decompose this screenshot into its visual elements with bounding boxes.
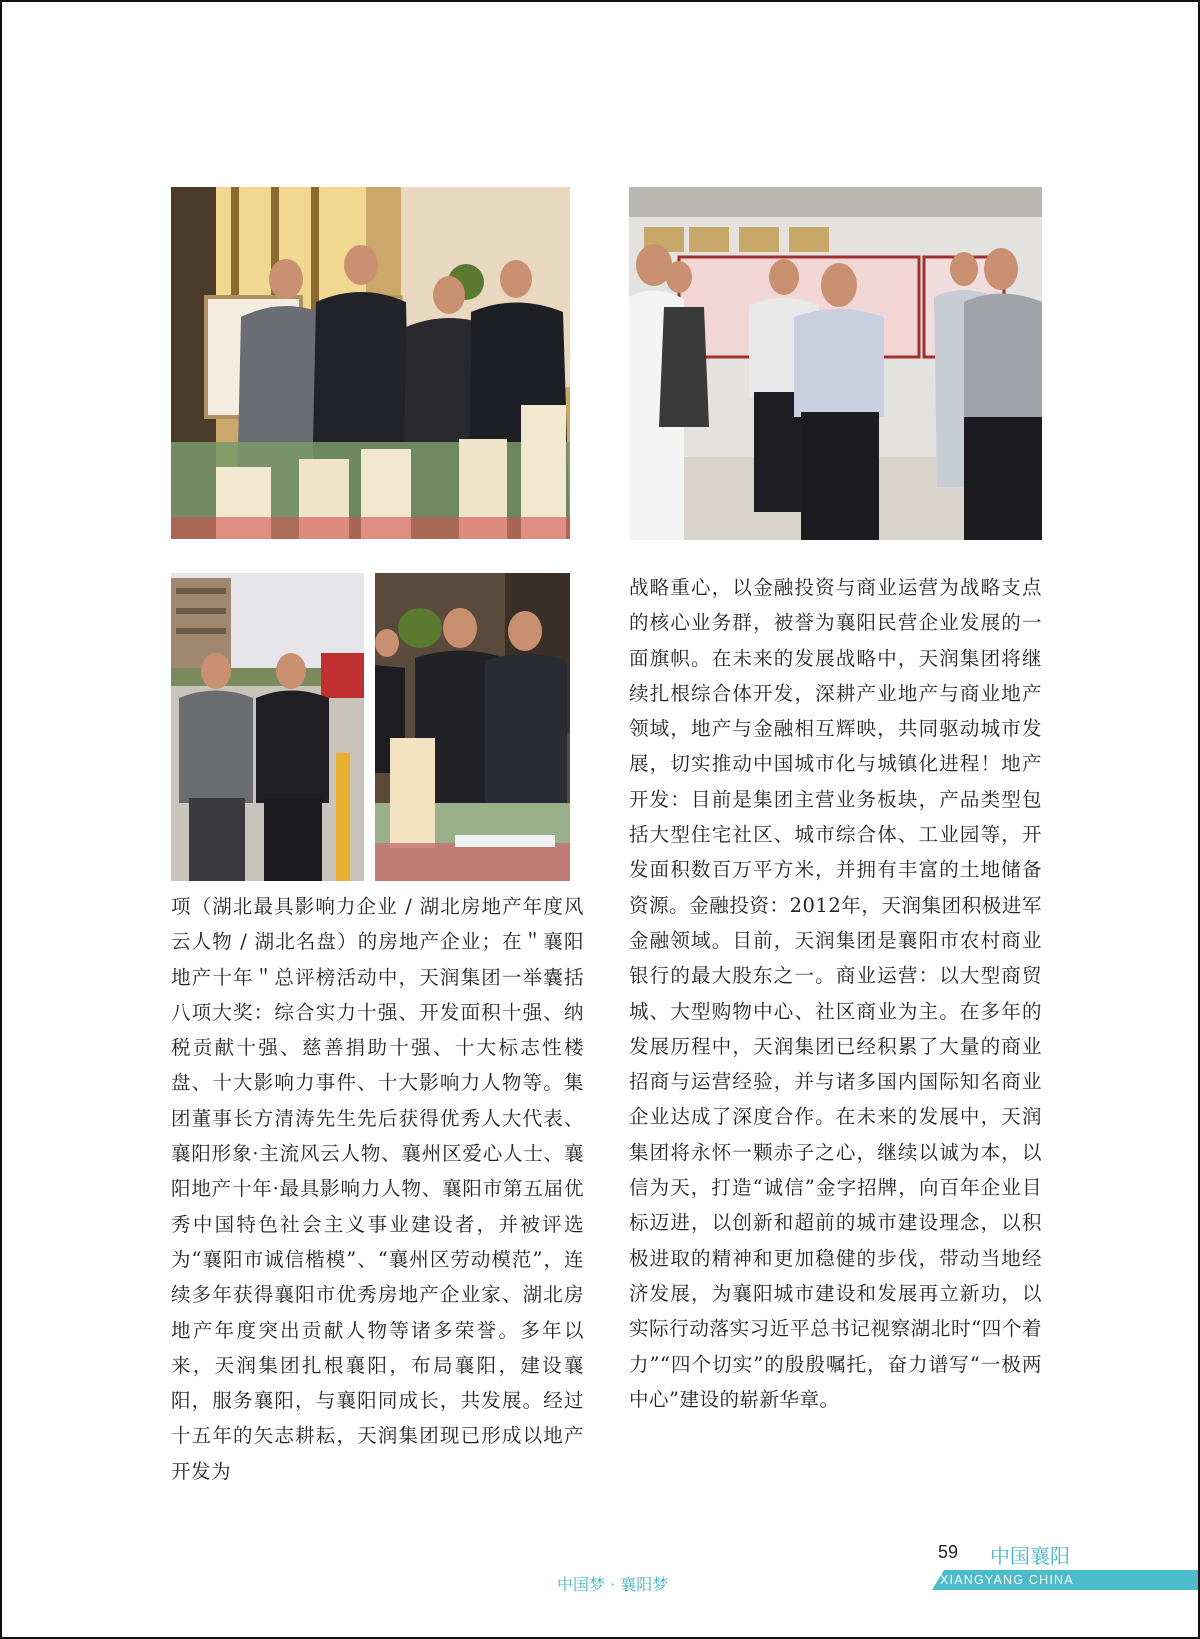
page-number: 59 <box>938 1542 959 1562</box>
magazine-subtitle: XIANGYANG CHINA <box>940 1573 1074 1587</box>
photo-two-men-at-construction-site <box>171 573 364 881</box>
footer-slogan: 中国梦 · 襄阳梦 <box>557 1575 669 1594</box>
article-left-column <box>171 889 584 1489</box>
photo-officials-in-exhibition-hall <box>629 187 1042 540</box>
magazine-title: 中国襄阳 <box>990 1544 1070 1568</box>
article-text: 战略重心，以金融投资与商业运营为战略支点的核心业务群，被誉为襄阳民营企业发展的一面旗帜。在未来的发展战略中，天润集团将继续扎根综合体开发，深耕产业地产与商业地产领域，地产与金融相互辉映，共同驱动城市发展，切实推动中国城市化与城镇化进程！地产开发：目前是集团主营业务板块，产品类型包括大型住宅社区、城市综合体、工业园等，开发面积数百万平方米，并拥有丰富的土地储备资源。金融投资：2012年，天润集团积极进军金融领域。目前，天润集团是襄阳市农村商业银行的最大股东之一。商业运营：以大型商贸城、大型购物中心、社区商业为主。在多年的发展历程中，天润集团已经积累了大量的商业招商与运营经验，并与诸多国内国际知名商业企业达成了深度合作。在未来的发展中，天润集团将永怀一颗赤子之心，继续以诚为本，以信为天，打造“诚信”金字招牌，向百年企业目标迈进，以创新和超前的城市建设理念，以积极进取的精神和更加稳健的步伐，带动当地经济发展，为襄阳城市建设和发展再立新功，以实际行动落实习近平总书记视察湖北时“四个着力”“四个切实”的殷殷嘱托，奋力谱写“一极两中心”建设的崭新华章。 <box>629 576 1042 1411</box>
photo-men-inspecting-sand-table-model <box>375 573 570 881</box>
article-right-column <box>629 570 1042 1417</box>
article-text: 项（湖北最具影响力企业 / 湖北房地产年度风云人物 / 湖北名盘）的房地产企业；在＂襄阳地产十年＂总评榜活动中，天润集团一举囊括八项大奖：综合实力十强、开发面积十强、纳税贡献十强、慈善捐助十强、十大标志性楼盘、十大影响力事件、十大影响力人物等。集团董事长方清涛先生先后获得优秀人大代表、襄阳形象·主流风云人物、襄州区爱心人士、襄阳地产十年·最具影响力人物、襄阳市第五届优秀中国特色社会主义事业建设者，并被评选为“襄阳市诚信楷模”、“襄州区劳动模范”，连续多年获得襄阳市优秀房地产企业家、湖北房地产年度突出贡献人物等诸多荣誉。多年以来，天润集团扎根襄阳，布局襄阳，建设襄阳，服务襄阳，与襄阳同成长，共发展。经过十五年的矢志耕耘，天润集团现已形成以地产开发为 <box>171 895 584 1483</box>
photo-officials-viewing-building-model <box>171 187 570 539</box>
